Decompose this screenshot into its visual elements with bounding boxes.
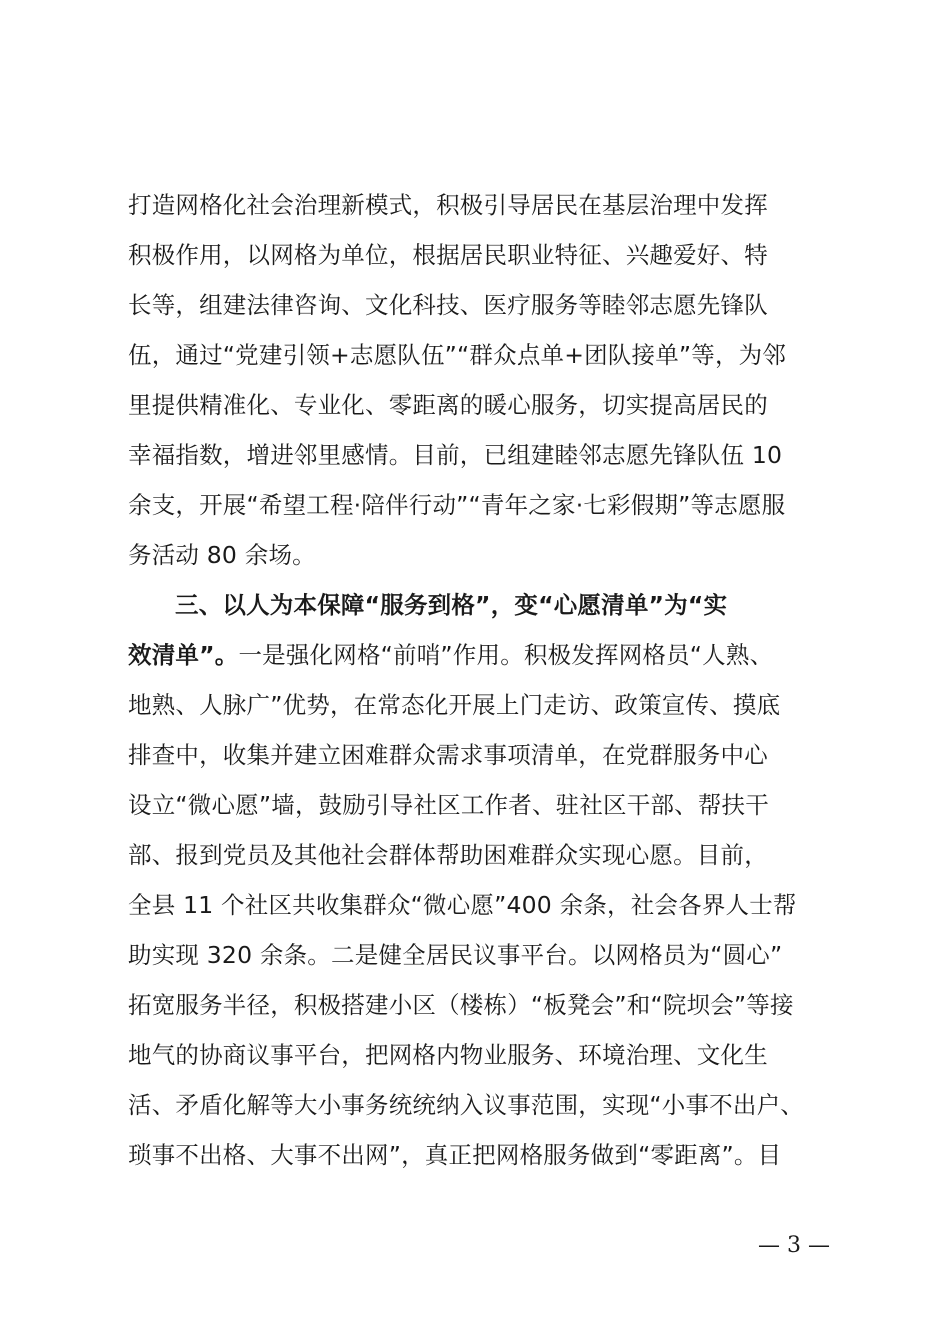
- text-line: 助实现 320 余条。二是健全居民议事平台。以网格员为“圆心”: [128, 941, 783, 969]
- text-line: 里提供精准化、专业化、零距离的暖心服务，切实提高居民的: [128, 391, 768, 419]
- text-line: 全县 11 个社区共收集群众“微心愿”400 余条，社会各界人士帮: [128, 891, 797, 919]
- text-line: 排查中，收集并建立困难群众需求事项清单，在党群服务中心: [128, 741, 768, 769]
- text-line: 长等，组建法律咨询、文化科技、医疗服务等睦邻志愿先锋队: [128, 291, 768, 319]
- text-line: 幸福指数，增进邻里感情。目前，已组建睦邻志愿先锋队伍 10: [128, 441, 783, 469]
- text-line: 打造网格化社会治理新模式，积极引导居民在基层治理中发挥: [128, 191, 768, 219]
- text-line: [128, 630, 828, 680]
- text-line: 拓宽服务半径，积极搭建小区（楼栋）“板凳会”和“院坝会”等接: [128, 991, 794, 1019]
- text-line: 琐事不出格、大事不出网”，真正把网格服务做到“零距离”。目: [128, 1141, 782, 1169]
- text-line: 地熟、人脉广”优势，在常态化开展上门走访、政策宣传、摸底: [128, 691, 781, 719]
- page-number: — 3 —: [758, 1233, 830, 1258]
- text-line: 部、报到党员及其他社会群体帮助困难群众实现心愿。目前，: [128, 841, 768, 869]
- text-line: 设立“微心愿”墙，鼓励引导社区工作者、驻社区干部、帮扶干: [128, 791, 769, 819]
- paragraph-volunteer-teams: [128, 180, 828, 580]
- text-line: 余支，开展“希望工程·陪伴行动”“青年之家·七彩假期”等志愿服: [128, 491, 786, 519]
- text-line: 活、矛盾化解等大小事务统统纳入议事范围，实现“小事不出户、: [128, 1091, 804, 1119]
- text-line: 地气的协商议事平台，把网格内物业服务、环境治理、文化生: [128, 1041, 768, 1069]
- text-run: 一是强化网格“前哨”作用。积极发挥网格员“人熟、: [238, 641, 774, 669]
- section-heading-end: 效清单”。: [128, 641, 239, 669]
- paragraph-service-to-grid: [128, 580, 828, 1180]
- section-heading: 三、以人为本保障“服务到格”，变“心愿清单”为“实: [175, 591, 728, 619]
- text-line: 积极作用，以网格为单位，根据居民职业特征、兴趣爱好、特: [128, 241, 768, 269]
- text-line: 务活动 80 余场。: [128, 541, 316, 569]
- text-line: 伍，通过“党建引领+志愿队伍”“群众点单+团队接单”等，为邻: [128, 341, 787, 369]
